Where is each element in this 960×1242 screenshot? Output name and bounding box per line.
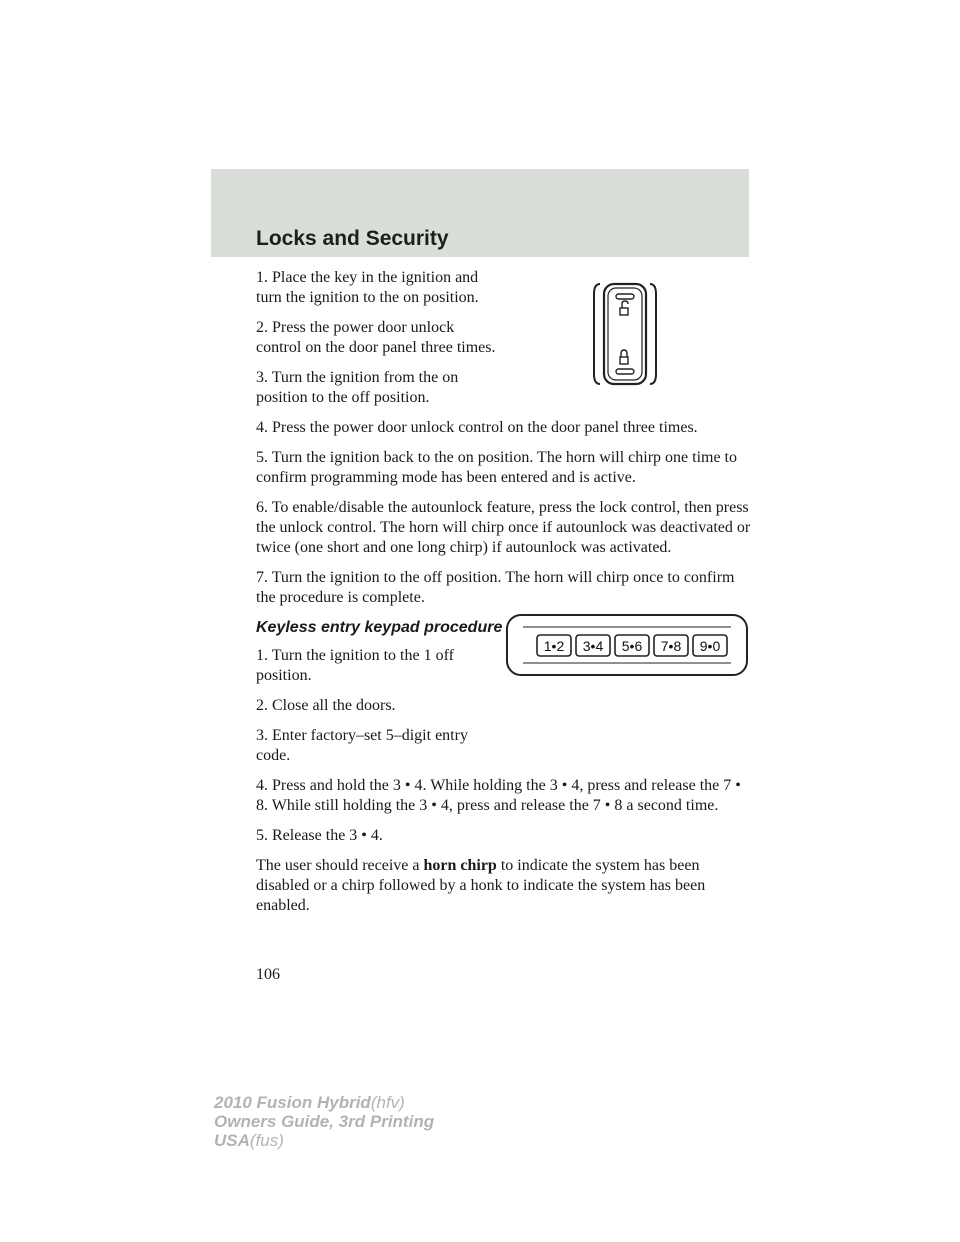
step-autounlock-1: 1. Place the key in the ignition and turn the ignition to the on position.	[256, 269, 479, 306]
keypad-button-1-2	[537, 635, 571, 656]
footer-model-line	[214, 1093, 434, 1112]
footer-market-code: (fus)	[249, 1131, 284, 1150]
page-number: 106	[256, 966, 280, 983]
step-keypad-4: 4. Press and hold the 3 • 4. While holding the 3 • 4, press and release the 7 • 8. While still holding the 3 • 4, press and release the 7 • 8 a second time.	[256, 777, 741, 814]
step-autounlock-6: 6. To enable/disable the autounlock feature, press the lock control, then press the unlock control. The horn will chirp once if autounlock was deactivated or twice (one short and one long chirp) if autounlock was activated.	[256, 499, 751, 556]
horn-chirp-emphasis: horn chirp	[423, 857, 497, 874]
door-lock-switch-illustration	[590, 280, 660, 388]
closing-paragraph	[256, 856, 756, 916]
footer-market-line	[214, 1131, 434, 1150]
footer-model: 2010 Fusion Hybrid	[214, 1093, 371, 1112]
keypad-procedure-heading: Keyless entry keypad procedure	[256, 619, 503, 636]
step-keypad-1: 1. Turn the ignition to the 1 off position.	[256, 647, 454, 684]
footer-market: USA	[214, 1131, 250, 1150]
step-autounlock-3: 3. Turn the ignition from the on position to the off position.	[256, 369, 459, 406]
step-autounlock-4: 4. Press the power door unlock control on the door panel three times.	[256, 419, 698, 436]
footer-model-code: (hfv)	[370, 1093, 405, 1112]
keypad-button-5-6-label: 5•6	[621, 638, 643, 654]
closing-text-end: to indicate the system has been disabled or a chirp followed by a honk to indicate the system has been enabled.	[256, 857, 706, 914]
page-content	[256, 268, 756, 926]
keypad-button-7-8-label: 7•8	[660, 638, 682, 654]
document-footer	[214, 1093, 434, 1150]
footer-guide: Owners Guide, 3rd Printing	[214, 1112, 435, 1131]
keypad-button-9-0-label: 9•0	[699, 638, 721, 654]
step-autounlock-7: 7. Turn the ignition to the off position. The horn will chirp once to confirm the procedure is complete.	[256, 569, 735, 606]
step-autounlock-5: 5. Turn the ignition back to the on position. The horn will chirp one time to confirm programming mode has been entered and is active.	[256, 449, 737, 486]
section-title: Locks and Security	[256, 227, 449, 250]
keypad-button-5-6	[615, 635, 649, 656]
keypad-button-1-2-label: 1•2	[543, 638, 565, 654]
step-keypad-5: 5. Release the 3 • 4.	[256, 827, 383, 844]
closing-text-start: The user should receive a	[256, 857, 424, 874]
step-keypad-3: 3. Enter factory–set 5–digit entry code.	[256, 727, 468, 764]
step-keypad-2: 2. Close all the doors.	[256, 697, 396, 714]
keypad-button-9-0	[693, 635, 727, 656]
keypad-button-7-8	[654, 635, 688, 656]
keyless-entry-keypad-illustration	[505, 613, 749, 677]
step-autounlock-2: 2. Press the power door unlock control on the door panel three times.	[256, 319, 496, 356]
keypad-button-3-4	[576, 635, 610, 656]
keypad-button-3-4-label: 3•4	[582, 638, 604, 654]
